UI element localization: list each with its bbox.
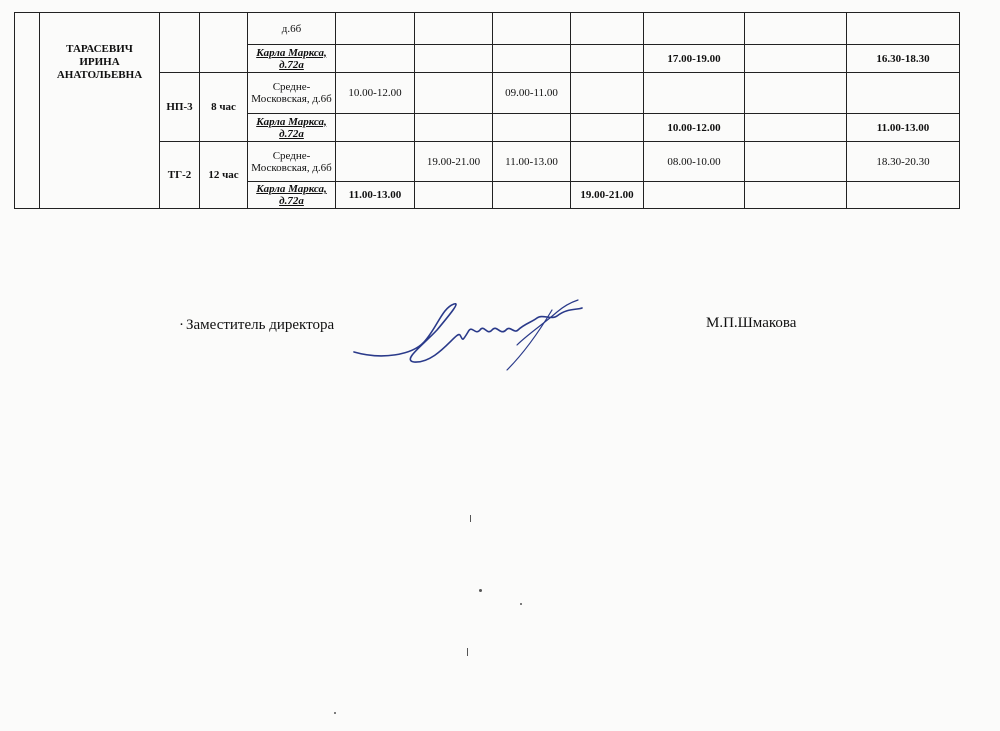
scan-speck <box>470 515 471 522</box>
signer-name: М.П.Шмакова <box>706 315 797 331</box>
address-text: Средне-Московская, д.6б <box>251 81 332 105</box>
time-slot <box>336 45 415 73</box>
address-cell <box>248 45 336 73</box>
time-slot <box>493 45 571 73</box>
time-slot <box>847 182 960 209</box>
time-slot <box>745 45 847 73</box>
table-row <box>15 13 960 45</box>
address-cell <box>248 114 336 142</box>
teacher-name-line: АНАТОЛЬЕВНА <box>56 69 143 81</box>
group-cell <box>160 13 200 73</box>
hours-cell <box>200 73 248 142</box>
index-cell <box>15 13 40 209</box>
teacher-name-line: ТАРАСЕВИЧ <box>66 43 133 55</box>
time-slot <box>847 73 960 114</box>
time-slot: 11.00-13.00 <box>493 142 571 182</box>
scan-speck <box>479 589 482 592</box>
group-label: НП-3 <box>166 101 193 113</box>
time-slot: 10.00-12.00 <box>644 114 745 142</box>
time-slot <box>745 13 847 45</box>
hours-cell <box>200 13 248 73</box>
time-slot: 08.00-10.00 <box>644 142 745 182</box>
time-slot <box>415 45 493 73</box>
time-slot <box>571 114 644 142</box>
hours-label: 8 час <box>211 101 236 113</box>
time-slot: 18.30-20.30 <box>847 142 960 182</box>
time-slot: 16.30-18.30 <box>847 45 960 73</box>
time-slot <box>644 73 745 114</box>
scan-speck <box>520 603 522 605</box>
time-slot <box>493 114 571 142</box>
time-slot <box>745 73 847 114</box>
time-slot <box>336 13 415 45</box>
time-slot <box>745 142 847 182</box>
group-cell <box>160 142 200 209</box>
time-slot: 19.00-21.00 <box>415 142 493 182</box>
schedule-table <box>14 12 960 209</box>
hours-cell <box>200 142 248 209</box>
time-slot <box>415 13 493 45</box>
time-slot <box>571 45 644 73</box>
time-slot <box>745 114 847 142</box>
address-cell <box>248 182 336 209</box>
address-cell <box>248 73 336 114</box>
time-slot <box>847 13 960 45</box>
teacher-name-line: ИРИНА <box>79 56 120 68</box>
bullet-dot: · <box>179 317 184 333</box>
time-slot <box>745 182 847 209</box>
group-cell <box>160 73 200 142</box>
time-slot <box>493 182 571 209</box>
address-text: Средне-Московская, д.6б <box>251 149 332 174</box>
time-slot <box>571 73 644 114</box>
time-slot <box>571 142 644 182</box>
time-slot <box>415 73 493 114</box>
teacher-cell <box>40 13 160 209</box>
signature-block <box>0 290 1000 380</box>
time-slot <box>336 114 415 142</box>
time-slot: 17.00-19.00 <box>644 45 745 73</box>
time-slot <box>415 182 493 209</box>
time-slot <box>644 182 745 209</box>
time-slot: 11.00-13.00 <box>336 182 415 209</box>
time-slot: 10.00-12.00 <box>336 73 415 114</box>
time-slot <box>415 114 493 142</box>
address-text: д.6б <box>281 22 302 35</box>
time-slot: 19.00-21.00 <box>571 182 644 209</box>
address-text: Карла Маркса, д.72а <box>256 115 327 140</box>
scan-speck <box>467 648 468 656</box>
time-slot <box>493 13 571 45</box>
address-text: Карла Маркса, д.72а <box>256 183 327 207</box>
hours-label: 12 час <box>208 169 239 181</box>
group-label: ТГ-2 <box>167 169 192 181</box>
time-slot <box>336 142 415 182</box>
signer-position: Заместитель директора <box>186 317 335 333</box>
address-cell <box>248 13 336 45</box>
time-slot <box>571 13 644 45</box>
time-slot <box>644 13 745 45</box>
time-slot: 11.00-13.00 <box>847 114 960 142</box>
scan-speck <box>334 712 336 714</box>
address-cell <box>248 142 336 182</box>
time-slot: 09.00-11.00 <box>493 73 571 114</box>
handwritten-signature <box>342 290 592 380</box>
address-text: Карла Маркса, д.72а <box>256 46 327 71</box>
